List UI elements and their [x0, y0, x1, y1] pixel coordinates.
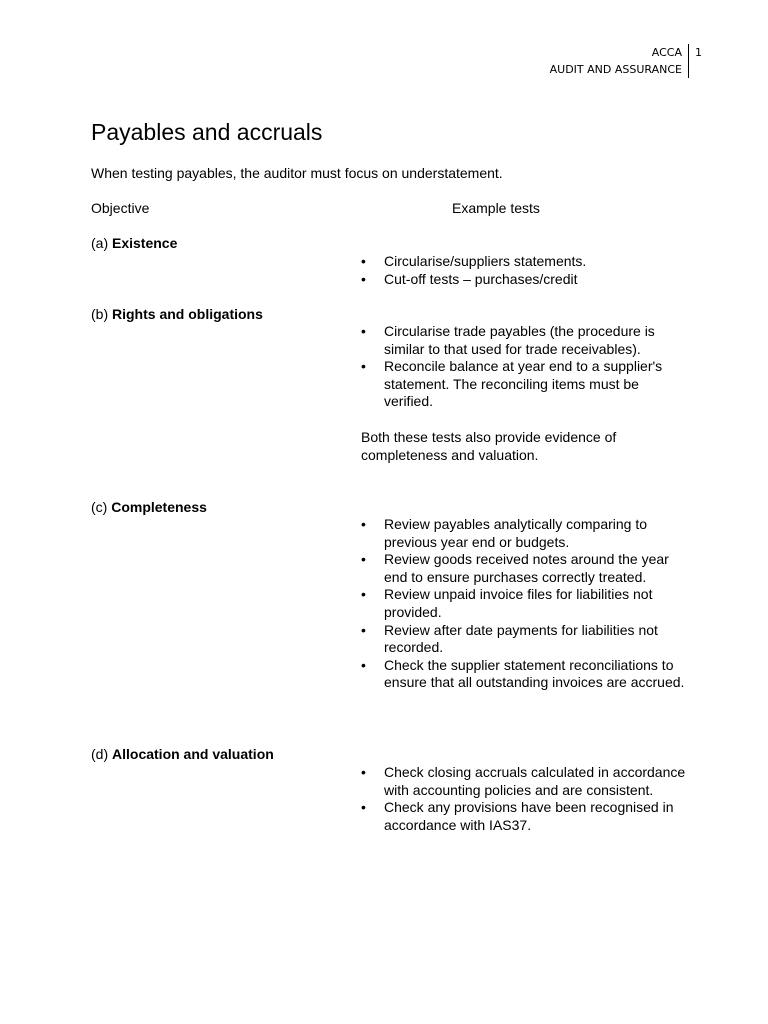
bullet-icon: • — [361, 323, 366, 339]
test-text: Review after date payments for liabilities not recorded. — [384, 621, 658, 656]
list-item — [361, 764, 691, 799]
list-item — [361, 622, 691, 657]
list-item — [361, 586, 691, 621]
list-item — [361, 516, 691, 551]
list-item — [361, 799, 691, 834]
test-text: Reconcile balance at year end to a supplier's statement. The reconciling items must be verified. — [384, 358, 663, 410]
section-prefix: (c) — [91, 499, 112, 515]
tests-list-existence — [361, 253, 691, 288]
test-text: Circularise trade payables (the procedure is similar to that used for trade receivables). — [384, 323, 655, 357]
intro-text: When testing payables, the auditor must focus on understatement. — [91, 165, 503, 181]
section-label-rights-and-obligations — [91, 306, 263, 323]
header-subject: AUDIT AND ASSURANCE — [549, 63, 682, 76]
test-text: Circularise/suppliers statements. — [384, 253, 587, 269]
test-text: Check the supplier statement reconciliations to ensure that all outstanding invoices are accrued. — [384, 656, 685, 691]
section-title: Existence — [112, 235, 178, 251]
tests-list-completeness — [361, 516, 691, 692]
bullet-icon: • — [361, 253, 366, 269]
bullet-icon: • — [361, 586, 366, 603]
list-item — [361, 271, 691, 289]
section-label-completeness — [91, 499, 207, 516]
list-item — [361, 551, 691, 586]
test-text: Cut-off tests – purchases/credit — [384, 270, 578, 287]
test-text: Review goods received notes around the year end to ensure purchases correctly treated. — [384, 551, 669, 585]
test-text: Review unpaid invoice files for liabilities not provided. — [384, 586, 653, 620]
list-item — [361, 358, 691, 411]
bullet-icon: • — [361, 799, 366, 816]
list-item — [361, 253, 691, 271]
bullet-icon: • — [361, 764, 366, 780]
objective-column-heading: Objective — [91, 200, 150, 216]
section-title: Allocation and valuation — [112, 746, 274, 762]
bullet-icon: • — [361, 358, 366, 375]
test-text: Review payables analytically comparing to previous year end or budgets. — [384, 516, 648, 550]
section-title: Completeness — [111, 499, 207, 515]
rights-note: Both these tests also provide evidence of completeness and valuation. — [361, 429, 617, 463]
bullet-icon: • — [361, 551, 366, 568]
bullet-icon: • — [361, 656, 366, 673]
section-prefix: (d) — [91, 746, 112, 762]
section-title: Rights and obligations — [112, 306, 263, 322]
test-text: Check any provisions have been recognised in accordance with IAS37. — [384, 799, 674, 833]
bullet-icon: • — [361, 516, 366, 532]
section-prefix: (b) — [91, 306, 112, 322]
test-text: Check closing accruals calculated in accordance with accounting policies and are consistent. — [384, 764, 686, 798]
section-label-existence — [91, 235, 177, 252]
section-prefix: (a) — [91, 235, 112, 251]
list-item — [361, 657, 691, 692]
page-header — [550, 44, 702, 78]
page-number: 1 — [695, 46, 702, 59]
tests-list-allocation-and-valuation — [361, 764, 691, 834]
header-title-block — [550, 44, 689, 78]
section-label-allocation-and-valuation — [91, 746, 274, 763]
page-title: Payables and accruals — [91, 119, 323, 145]
bullet-icon: • — [361, 621, 366, 638]
tests-list-rights-and-obligations — [361, 323, 691, 411]
header-acca: ACCA — [651, 46, 682, 59]
example-tests-column-heading: Example tests — [452, 200, 540, 216]
bullet-icon: • — [361, 270, 366, 287]
list-item — [361, 323, 691, 358]
